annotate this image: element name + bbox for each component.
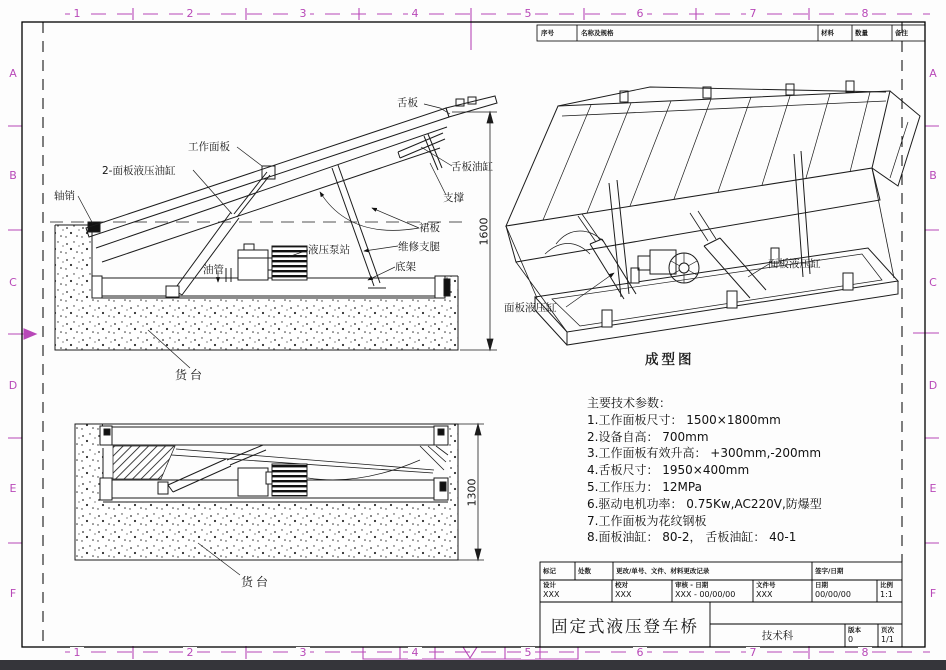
page-label: 页次 [881,626,894,634]
label-panel-cylinders: 2-面板液压油缸 [102,165,176,177]
department-name: 技术科 [761,630,794,642]
field-design-label: 设计 [543,581,556,589]
zone-col-top-7: 7 [746,8,760,20]
zone-col-bottom-7: 7 [746,647,760,659]
label-axle-pin: 轴销 [54,190,75,202]
label-base-frame: 底架 [395,261,416,273]
zone-row-right-b: B [926,170,940,182]
specs-title: 主要技术参数： [587,396,672,410]
zone-col-top-6: 6 [633,8,647,20]
label-pump-station: 液压泵站 [308,244,350,256]
version-label: 版本 [848,626,861,634]
version-value: 0 [848,635,854,644]
lower-view [75,424,484,575]
spec-line-3: 3.工作面板有效升高： +300mm,-200mm [587,446,822,461]
field-check-label: 校对 [615,581,628,589]
dim-1300-text: 1300 [465,478,479,507]
zone-row-right-d: D [926,380,940,392]
zone-row-left-e: E [6,483,20,495]
label-panel-cylinder-right: 面板液压缸 [768,258,821,270]
label-skirt: 裙板 [419,222,440,234]
field-audit-label: 审核 - 日期 [675,581,709,589]
zone-col-top-5: 5 [521,8,535,20]
zone-row-left-f: F [6,588,20,600]
spec-line-5: 5.工作压力： 12MPa [587,479,702,494]
zone-col-bottom-5: 5 [521,647,535,659]
zone-row-left-d: D [6,380,20,392]
label-work-panel: 工作面板 [188,141,230,153]
label-tongue-cylinder: 舌板油缸 [451,161,493,173]
technical-specs [587,395,897,546]
label-oil-pipe: 油管 [203,264,224,276]
label-dock-upper: 货台 [175,368,206,382]
parts-strip-col-material: 材料 [821,29,834,37]
label-panel-cylinder-left: 面板液压缸 [504,302,557,314]
spec-line-1: 1.工作面板尺寸： 1500×1800mm [587,412,781,427]
rev-desc-header: 更改/单号、文件、材料更改记录 [616,567,710,575]
field-check-value: XXX [615,590,632,599]
iso-view [506,81,920,345]
label-dock-lower: 货台 [241,575,272,589]
zone-col-top-1: 1 [70,8,84,20]
field-date-value: 00/00/00 [815,590,851,599]
parts-strip-col-name: 名称及规格 [581,29,614,37]
zone-col-bottom-8: 8 [858,647,872,659]
zone-col-bottom-6: 6 [633,647,647,659]
field-doc-label: 文件号 [756,581,776,589]
bottom-window-strip [0,660,946,670]
zone-col-bottom-4: 4 [408,647,422,659]
zone-row-right-a: A [926,68,940,80]
drawing-title: 固定式液压登车桥 [551,616,699,636]
spec-line-7: 7.工作面板为花纹钢板 [587,513,707,528]
zone-col-top-8: 8 [858,8,872,20]
rev-count-header: 处数 [578,567,591,575]
rev-sign-header: 签字/日期 [815,567,844,575]
iso-caption: 成型图 [645,352,695,368]
parts-strip-col-note: 备注 [895,29,908,37]
label-service-leg: 维修支腿 [398,241,440,253]
zone-row-left-a: A [6,68,20,80]
field-scale-label: 比例 [880,581,893,589]
field-design-value: XXX [543,590,560,599]
zone-row-right-f: F [926,588,940,600]
zone-col-bottom-2: 2 [183,647,197,659]
zone-row-right-c: C [926,277,940,289]
field-scale-value: 1:1 [880,590,893,599]
zone-col-top-3: 3 [296,8,310,20]
spec-line-4: 4.舌板尺寸： 1950×400mm [587,463,750,478]
zone-col-top-4: 4 [408,8,422,20]
zone-col-bottom-1: 1 [70,647,84,659]
zone-row-left-c: C [6,277,20,289]
dim-1600-text: 1600 [477,217,491,246]
label-support: 支撑 [443,192,464,204]
page-value: 1/1 [881,635,894,644]
spec-line-2: 2.设备自高： 700mm [587,429,709,444]
field-doc-value: XXX [756,590,773,599]
zone-col-top-2: 2 [183,8,197,20]
zone-row-right-e: E [926,483,940,495]
spec-line-6: 6.驱动电机功率： 0.75Kw,AC220V,防爆型 [587,496,822,511]
parts-strip-col-no: 序号 [541,29,554,37]
field-audit-value: XXX - 00/00/00 [675,590,736,599]
rev-mark-header: 标记 [543,567,556,575]
field-date-label: 日期 [815,581,828,589]
zone-row-left-b: B [6,170,20,182]
parts-strip-col-qty: 数量 [855,29,868,37]
spec-line-8: 8.面板油缸： 80-2， 舌板油缸： 40-1 [587,530,797,545]
label-tongue: 舌板 [397,97,418,109]
zone-col-bottom-3: 3 [296,647,310,659]
